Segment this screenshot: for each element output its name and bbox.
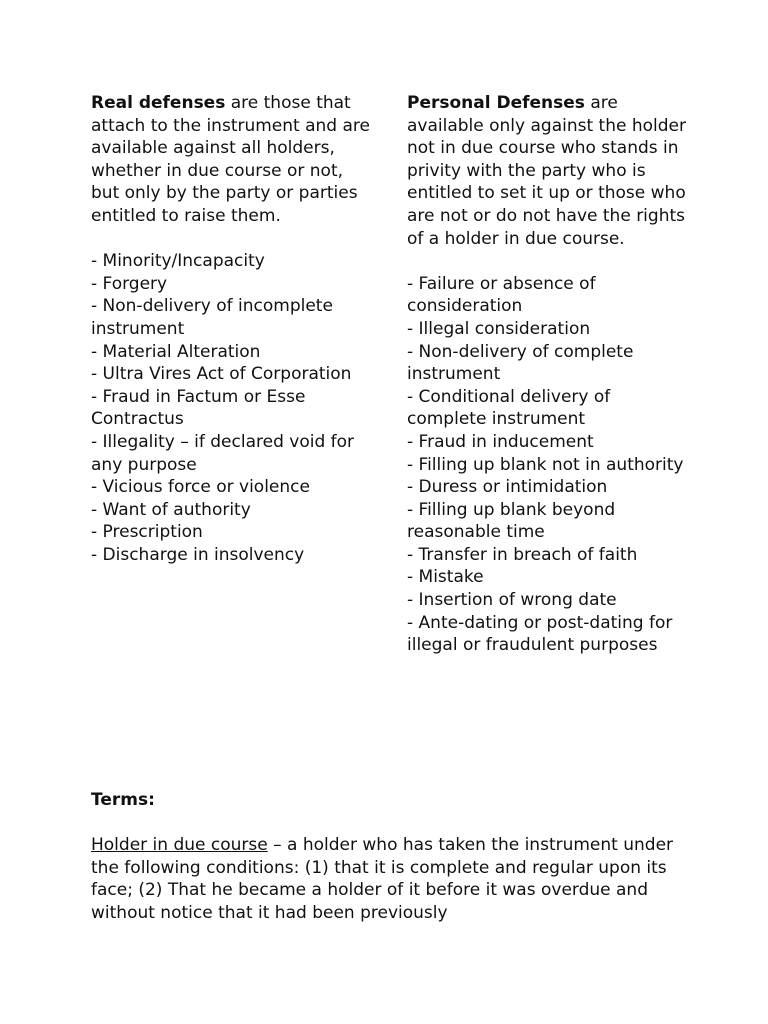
list-item: - Fraud in inducement xyxy=(407,431,594,452)
list-item: - Transfer in breach of faith xyxy=(407,544,638,565)
list-item: - Illegal consideration xyxy=(407,318,591,339)
list-item: - Vicious force or violence xyxy=(91,477,310,498)
list-item: - Forgery xyxy=(91,273,168,294)
list-item: - Non-delivery of incomplete instrument xyxy=(91,296,333,339)
list-item: - Illegality – if declared void for any purpose xyxy=(91,431,355,475)
list-item: - Minority/Incapacity xyxy=(91,251,265,272)
terms-section xyxy=(91,789,691,925)
personal-defenses-intro xyxy=(407,92,692,250)
list-item: - Prescription xyxy=(91,522,203,543)
terms-heading: Terms: xyxy=(91,790,155,810)
real-defenses-term: Real defenses xyxy=(91,93,226,113)
list-item: - Want of authority xyxy=(91,499,251,520)
list-item: - Filling up blank beyond reasonable time xyxy=(407,499,616,543)
list-item: - Insertion of wrong date xyxy=(407,590,617,611)
personal-defenses-column xyxy=(407,92,692,657)
list-item: - Conditional delivery of complete instrument xyxy=(407,386,611,430)
holder-in-due-course-term: Holder in due course xyxy=(91,835,268,856)
personal-defenses-list xyxy=(407,273,692,657)
holder-in-due-course-text: – a holder who has taken the instrument under the following conditions: (1) that it is complete and regular upon its face; (2) That he became a holder of it before it was overdue and without notice that it had been previously xyxy=(91,835,674,923)
real-defenses-definition: are those that attach to the instrument and are available against all holders, whether in due course or not, but only by the party or parties entitled to raise them. xyxy=(91,93,370,226)
personal-defenses-definition: are available only against the holder not in due course who stands in privity with the party who is entitled to set it up or those who are not or do not have the rights of a holder in due course. xyxy=(407,93,686,249)
list-item: - Filling up blank not in authority xyxy=(407,454,684,475)
list-item: - Failure or absence of consideration xyxy=(407,273,596,317)
real-defenses-list xyxy=(91,250,376,566)
list-item: - Mistake xyxy=(407,567,484,588)
real-defenses-column xyxy=(91,92,376,566)
list-item: - Duress or intimidation xyxy=(407,477,608,498)
list-item: - Material Alteration xyxy=(91,341,261,362)
holder-in-due-course-definition xyxy=(91,834,691,924)
list-item: - Discharge in insolvency xyxy=(91,544,305,565)
personal-defenses-term: Personal Defenses xyxy=(407,93,585,113)
list-item: - Ultra Vires Act of Corporation xyxy=(91,364,352,385)
list-item: - Fraud in Factum or Esse Contractus xyxy=(91,386,306,430)
real-defenses-intro xyxy=(91,92,376,228)
list-item: - Ante-dating or post-dating for illegal or fraudulent purposes xyxy=(407,612,673,656)
list-item: - Non-delivery of complete instrument xyxy=(407,341,634,385)
